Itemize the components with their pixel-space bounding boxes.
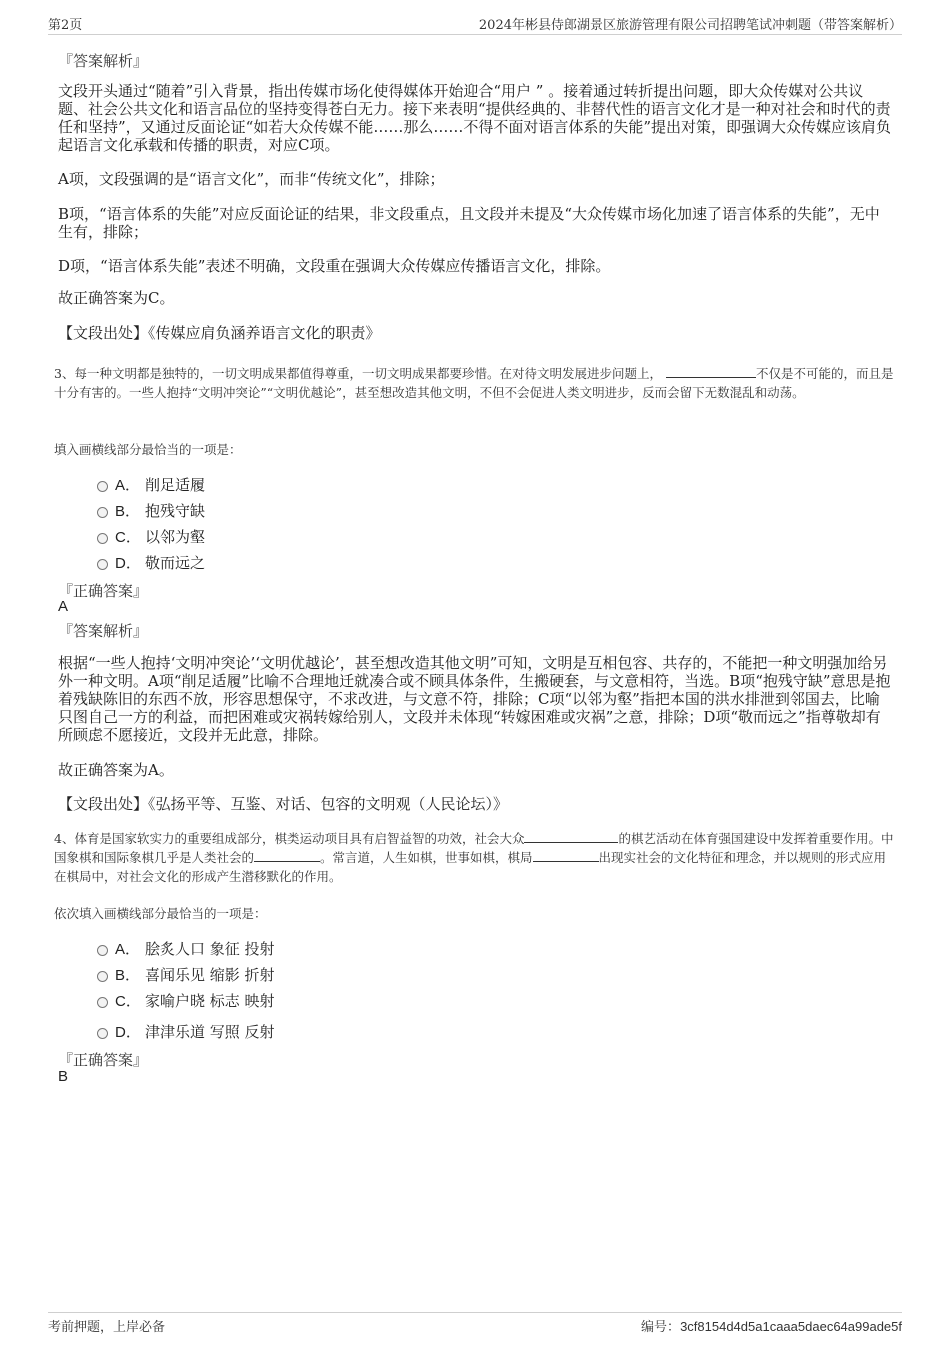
q3-source-label: 【文段出处】 — [58, 795, 149, 813]
q4-blank-3 — [533, 849, 599, 862]
q4-stem-part3: 。常言道，人生如棋，世事如棋，棋局 — [320, 850, 533, 865]
radio-icon[interactable] — [97, 559, 108, 570]
q3-stem-part1: 3、每一种文明都是独特的，一切文明成果都值得尊重，一切文明成果都要珍惜。在对待文明发展进步问题上， — [54, 366, 662, 381]
option-letter: D． — [115, 1024, 141, 1041]
option-text: 以邻为壑 — [145, 528, 206, 546]
q2-conclusion: 故正确答案为C。 — [58, 289, 175, 307]
q4-stem-part2: 的棋艺活动在体育强国建设中发挥着重要作用。中国象棋和国际象棋几乎是人类社会的 — [54, 831, 894, 865]
q2-analysis-paragraph — [58, 82, 892, 154]
option-letter: C． — [115, 993, 141, 1010]
page-number: 第2页 — [48, 18, 83, 33]
q4-stem-part1: 4、体育是国家软实力的重要组成部分，棋类运动项目具有启智益智的功效，社会大众 — [54, 831, 525, 846]
q3-correct-title: 『正确答案』 — [58, 582, 149, 600]
q4-blank-2 — [254, 849, 320, 862]
code-value: 3cf8154d4d5a1caaa5daec64a99ade5f — [680, 1319, 902, 1334]
option-letter: A． — [115, 477, 141, 494]
option-letter: C． — [115, 529, 141, 546]
q3-source — [58, 793, 508, 814]
option-text: 敬而远之 — [145, 554, 206, 572]
q4-stem — [54, 829, 896, 886]
radio-icon[interactable] — [97, 481, 108, 492]
document-title: 2024年彬县侍郎湖景区旅游管理有限公司招聘笔试冲刺题（带答案解析） — [478, 18, 902, 33]
option-letter: A． — [115, 941, 141, 958]
q3-correct-answer: A — [58, 598, 69, 615]
option-text: 家喻户晓 标志 映射 — [145, 992, 275, 1010]
q4-stem-part4: 出现实社会的文化特征和理念，并以规则的形式应用在棋局中，对社会文化的形成产生潜移默化的作用。 — [54, 850, 887, 884]
q4-prompt: 依次填入画横线部分最恰当的一项是： — [54, 906, 267, 921]
q3-source-text: 《弘扬平等、互鉴、对话、包容的文明观（人民论坛）》 — [148, 795, 509, 813]
radio-icon[interactable] — [97, 997, 108, 1008]
q3-blank — [666, 365, 756, 378]
document-code — [641, 1316, 902, 1335]
option-text: 抱残守缺 — [145, 502, 206, 520]
option-letter: D． — [115, 555, 141, 572]
q4-blank-1 — [524, 830, 618, 843]
code-label: 编号： — [641, 1320, 681, 1335]
q2-source — [58, 322, 381, 343]
q2-analysis-option-d: D项，“语言体系失能”表述不明确，文段重在强调大众传媒应传播语言文化，排除。 — [58, 257, 611, 275]
q2-analysis-title: 『答案解析』 — [58, 52, 149, 70]
q3-stem — [54, 364, 896, 402]
q3-prompt: 填入画横线部分最恰当的一项是： — [54, 442, 242, 457]
q2-source-label: 【文段出处】 — [58, 324, 149, 342]
q4-correct-title: 『正确答案』 — [58, 1051, 149, 1069]
q4-correct-answer: B — [58, 1068, 69, 1085]
option-text: 削足适履 — [145, 476, 206, 494]
option-text: 喜闻乐见 缩影 折射 — [145, 966, 275, 984]
q2-analysis-option-b: B项，“语言体系的失能”对应反面论证的结果，非文段重点，且文段并未提及“大众传媒市场化加速了语言体系的失能”，无中生有，排除； — [58, 205, 880, 241]
option-letter: B． — [115, 503, 141, 520]
option-letter: B． — [115, 967, 141, 984]
q3-analysis-title: 『答案解析』 — [58, 622, 149, 640]
radio-icon[interactable] — [97, 507, 108, 518]
q2-analysis-text: 文段开头通过“随着”引入背景，指出传媒市场化使得媒体开始迎合“用户 ” 。接着通过转折提出问题，即大众传媒对公共议题、社会公共文化和语言品位的坚持变得苍白无力。接下来表明“提供经典的、非替代性的语言文化才是一种对社会和时代的责任和坚持”，又通过反面论证“如若大众传媒不能……那么……不得不面对语言体系的失能”提出对策，即强调大众传媒应该肩负起语言文化承载和传播的职责，对应C项。 — [58, 82, 892, 154]
q3-conclusion: 故正确答案为A。 — [58, 761, 174, 779]
q3-analysis: 根据“一些人抱持‘文明冲突论’‘文明优越论’，甚至想改造其他文明”可知，文明是互相包容、共存的，不能把一种文明强加给另外一种文明。A项“削足适履”比喻不合理地迁就凑合或不顾具体条件，生搬硬套，与文意相符，当选。B项“抱残守缺”意思是抱着残缺陈旧的东西不放，形容思想保守，不求改进，与文意不符，排除；C项“以邻为壑”指把本国的洪水排泄到邻国去，比喻只图自己一方的利益，而把困难或灾祸转嫁给别人，文段并未体现“转嫁困难或灾祸”之意，排除；D项“敬而远之”指尊敬却有所顾虑不愿接近，文段并无此意，排除。 — [58, 654, 891, 744]
q2-source-text: 《传媒应肩负涵养语言文化的职责》 — [148, 324, 381, 342]
option-text: 津津乐道 写照 反射 — [145, 1023, 275, 1041]
radio-icon[interactable] — [97, 533, 108, 544]
page-header — [48, 12, 902, 35]
radio-icon[interactable] — [97, 971, 108, 982]
option-text: 脍炙人口 象征 投射 — [145, 940, 275, 958]
footer-slogan: 考前押题，上岸必备 — [48, 1320, 166, 1335]
page-footer — [48, 1312, 902, 1337]
radio-icon[interactable] — [97, 945, 108, 956]
radio-icon[interactable] — [97, 1028, 108, 1039]
q3-stem-part2: 不仅是不可能的，而且是十分有害的。一些人抱持“文明冲突论”“文明优越论”，甚至想改造其他文明，不但不会促进人类文明进步，反而会留下无数混乱和动荡。 — [54, 366, 894, 400]
q2-analysis-option-a: A项，文段强调的是“语言文化”，而非“传统文化”，排除； — [58, 170, 445, 188]
